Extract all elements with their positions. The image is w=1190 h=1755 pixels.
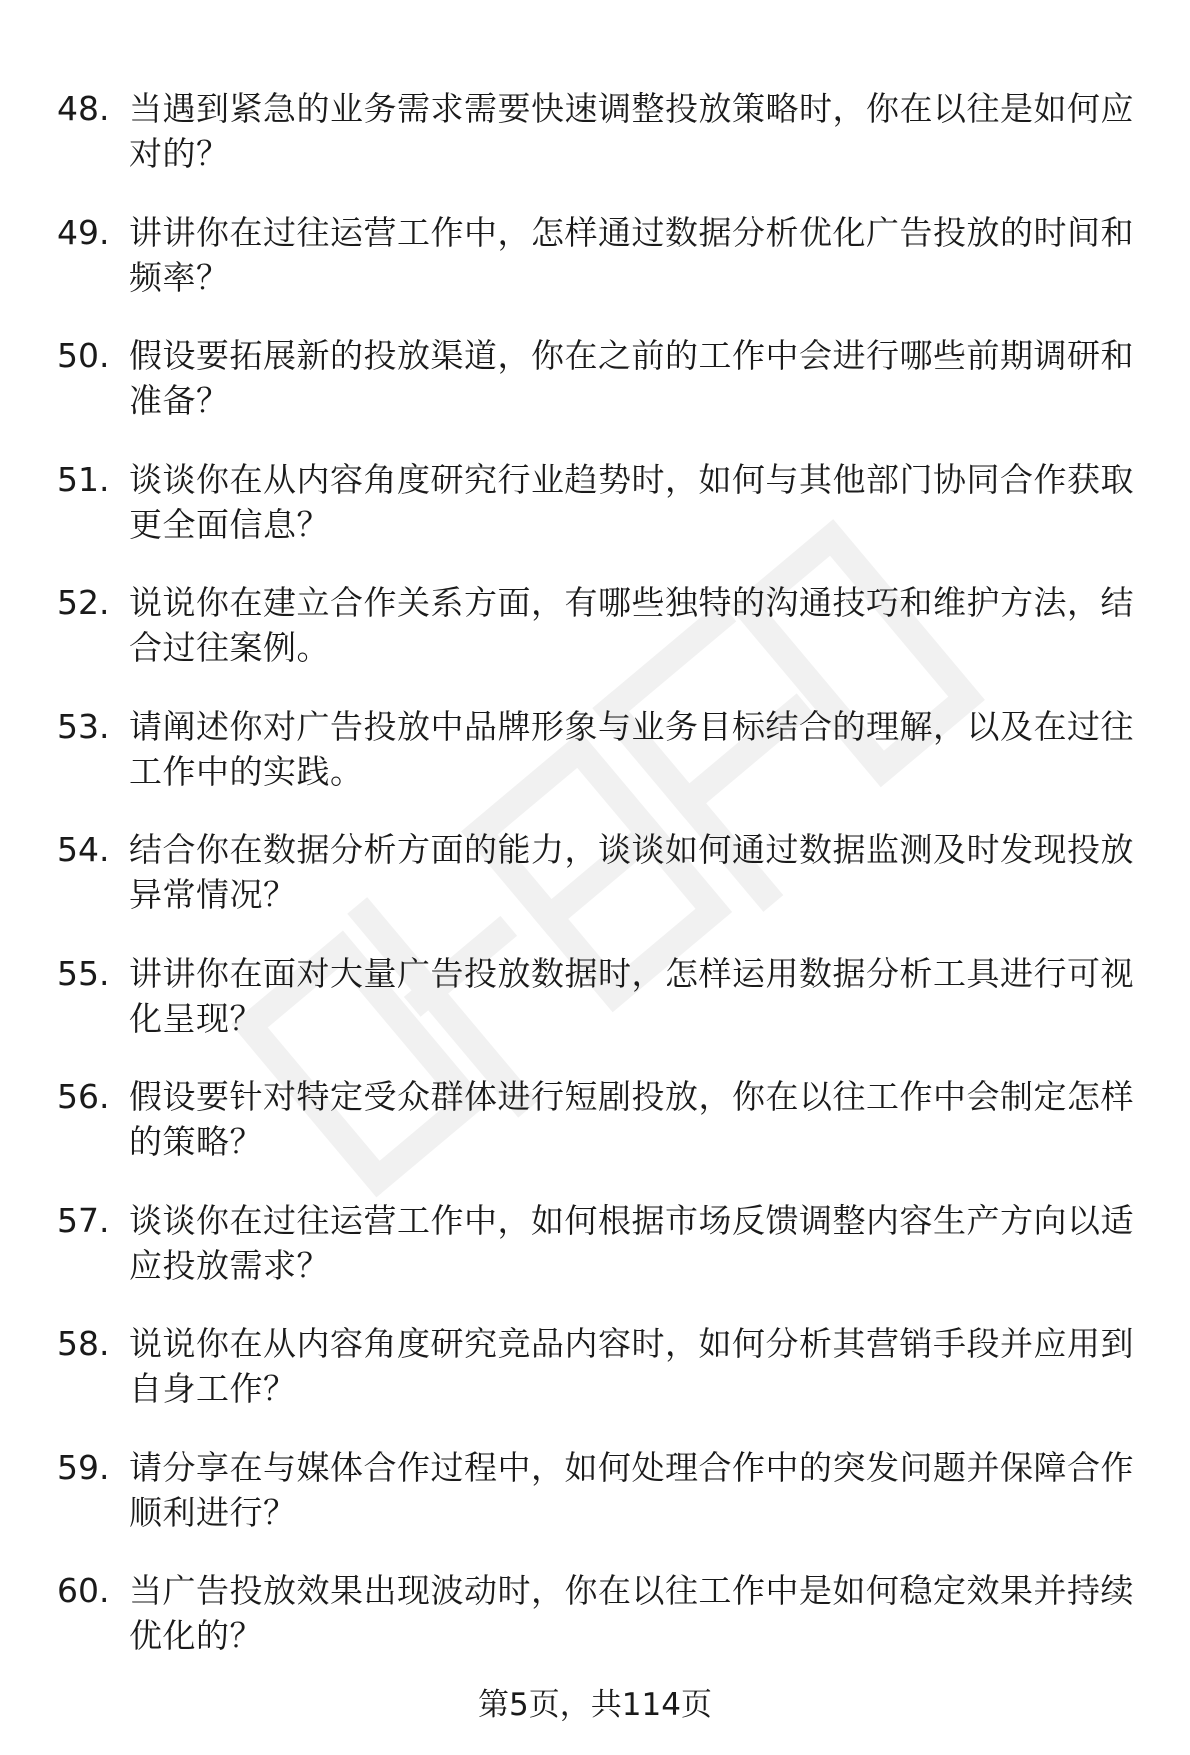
question-number: 57. (57, 1200, 110, 1240)
question-text: 请分享在与媒体合作过程中，如何处理合作中的突发问题并保障合作顺利进行？ (129, 1447, 1134, 1532)
question-item (57, 580, 1147, 704)
question-number: 59. (57, 1447, 110, 1487)
question-item (57, 1445, 1147, 1569)
question-number: 56. (57, 1077, 110, 1116)
question-item (57, 1568, 1147, 1692)
question-text: 谈谈你在从内容角度研究行业趋势时，如何与其他部门协同合作获取更全面信息？ (129, 459, 1134, 544)
question-item (57, 1074, 1147, 1198)
question-item (57, 951, 1147, 1075)
question-number: 53. (57, 706, 110, 746)
question-item (57, 1198, 1147, 1322)
question-text: 当广告投放效果出现波动时，你在以往工作中是如何稳定效果并持续优化的？ (129, 1571, 1134, 1655)
question-text: 说说你在建立合作关系方面，有哪些独特的沟通技巧和维护方法，结合过往案例。 (129, 583, 1134, 667)
question-text: 讲讲你在过往运营工作中，怎样通过数据分析优化广告投放的时间和频率？ (129, 212, 1134, 297)
question-item (57, 704, 1147, 828)
question-item (57, 86, 1147, 210)
question-text: 假设要针对特定受众群体进行短剧投放，你在以往工作中会制定怎样的策略？ (129, 1077, 1134, 1161)
question-text: 假设要拓展新的投放渠道，你在之前的工作中会进行哪些前期调研和准备？ (129, 336, 1134, 420)
question-item (57, 1321, 1147, 1445)
question-item (57, 827, 1147, 951)
question-item (57, 457, 1147, 581)
question-item (57, 210, 1147, 334)
question-text: 讲讲你在面对大量广告投放数据时，怎样运用数据分析工具进行可视化呈现？ (129, 953, 1134, 1038)
question-number: 52. (57, 583, 110, 622)
question-text: 当遇到紧急的业务需求需要快速调整投放策略时，你在以往是如何应对的？ (129, 89, 1134, 173)
question-number: 48. (57, 89, 110, 128)
question-number: 50. (57, 336, 110, 375)
question-number: 54. (57, 830, 110, 869)
question-number: 58. (57, 1324, 110, 1363)
question-number: 60. (57, 1571, 110, 1610)
question-number: 49. (57, 212, 110, 252)
question-item (57, 333, 1147, 457)
question-text: 结合你在数据分析方面的能力，谈谈如何通过数据监测及时发现投放异常情况？ (129, 830, 1134, 914)
page-indicator: 第5页，共114页 (478, 1687, 712, 1723)
question-text: 请阐述你对广告投放中品牌形象与业务目标结合的理解，以及在过往工作中的实践。 (129, 706, 1134, 791)
question-text: 谈谈你在过往运营工作中，如何根据市场反馈调整内容生产方向以适应投放需求？ (129, 1200, 1134, 1285)
question-text: 说说你在从内容角度研究竞品内容时，如何分析其营销手段并应用到自身工作？ (129, 1324, 1134, 1408)
question-list (57, 86, 1147, 1692)
question-number: 55. (57, 953, 110, 993)
question-number: 51. (57, 459, 110, 499)
